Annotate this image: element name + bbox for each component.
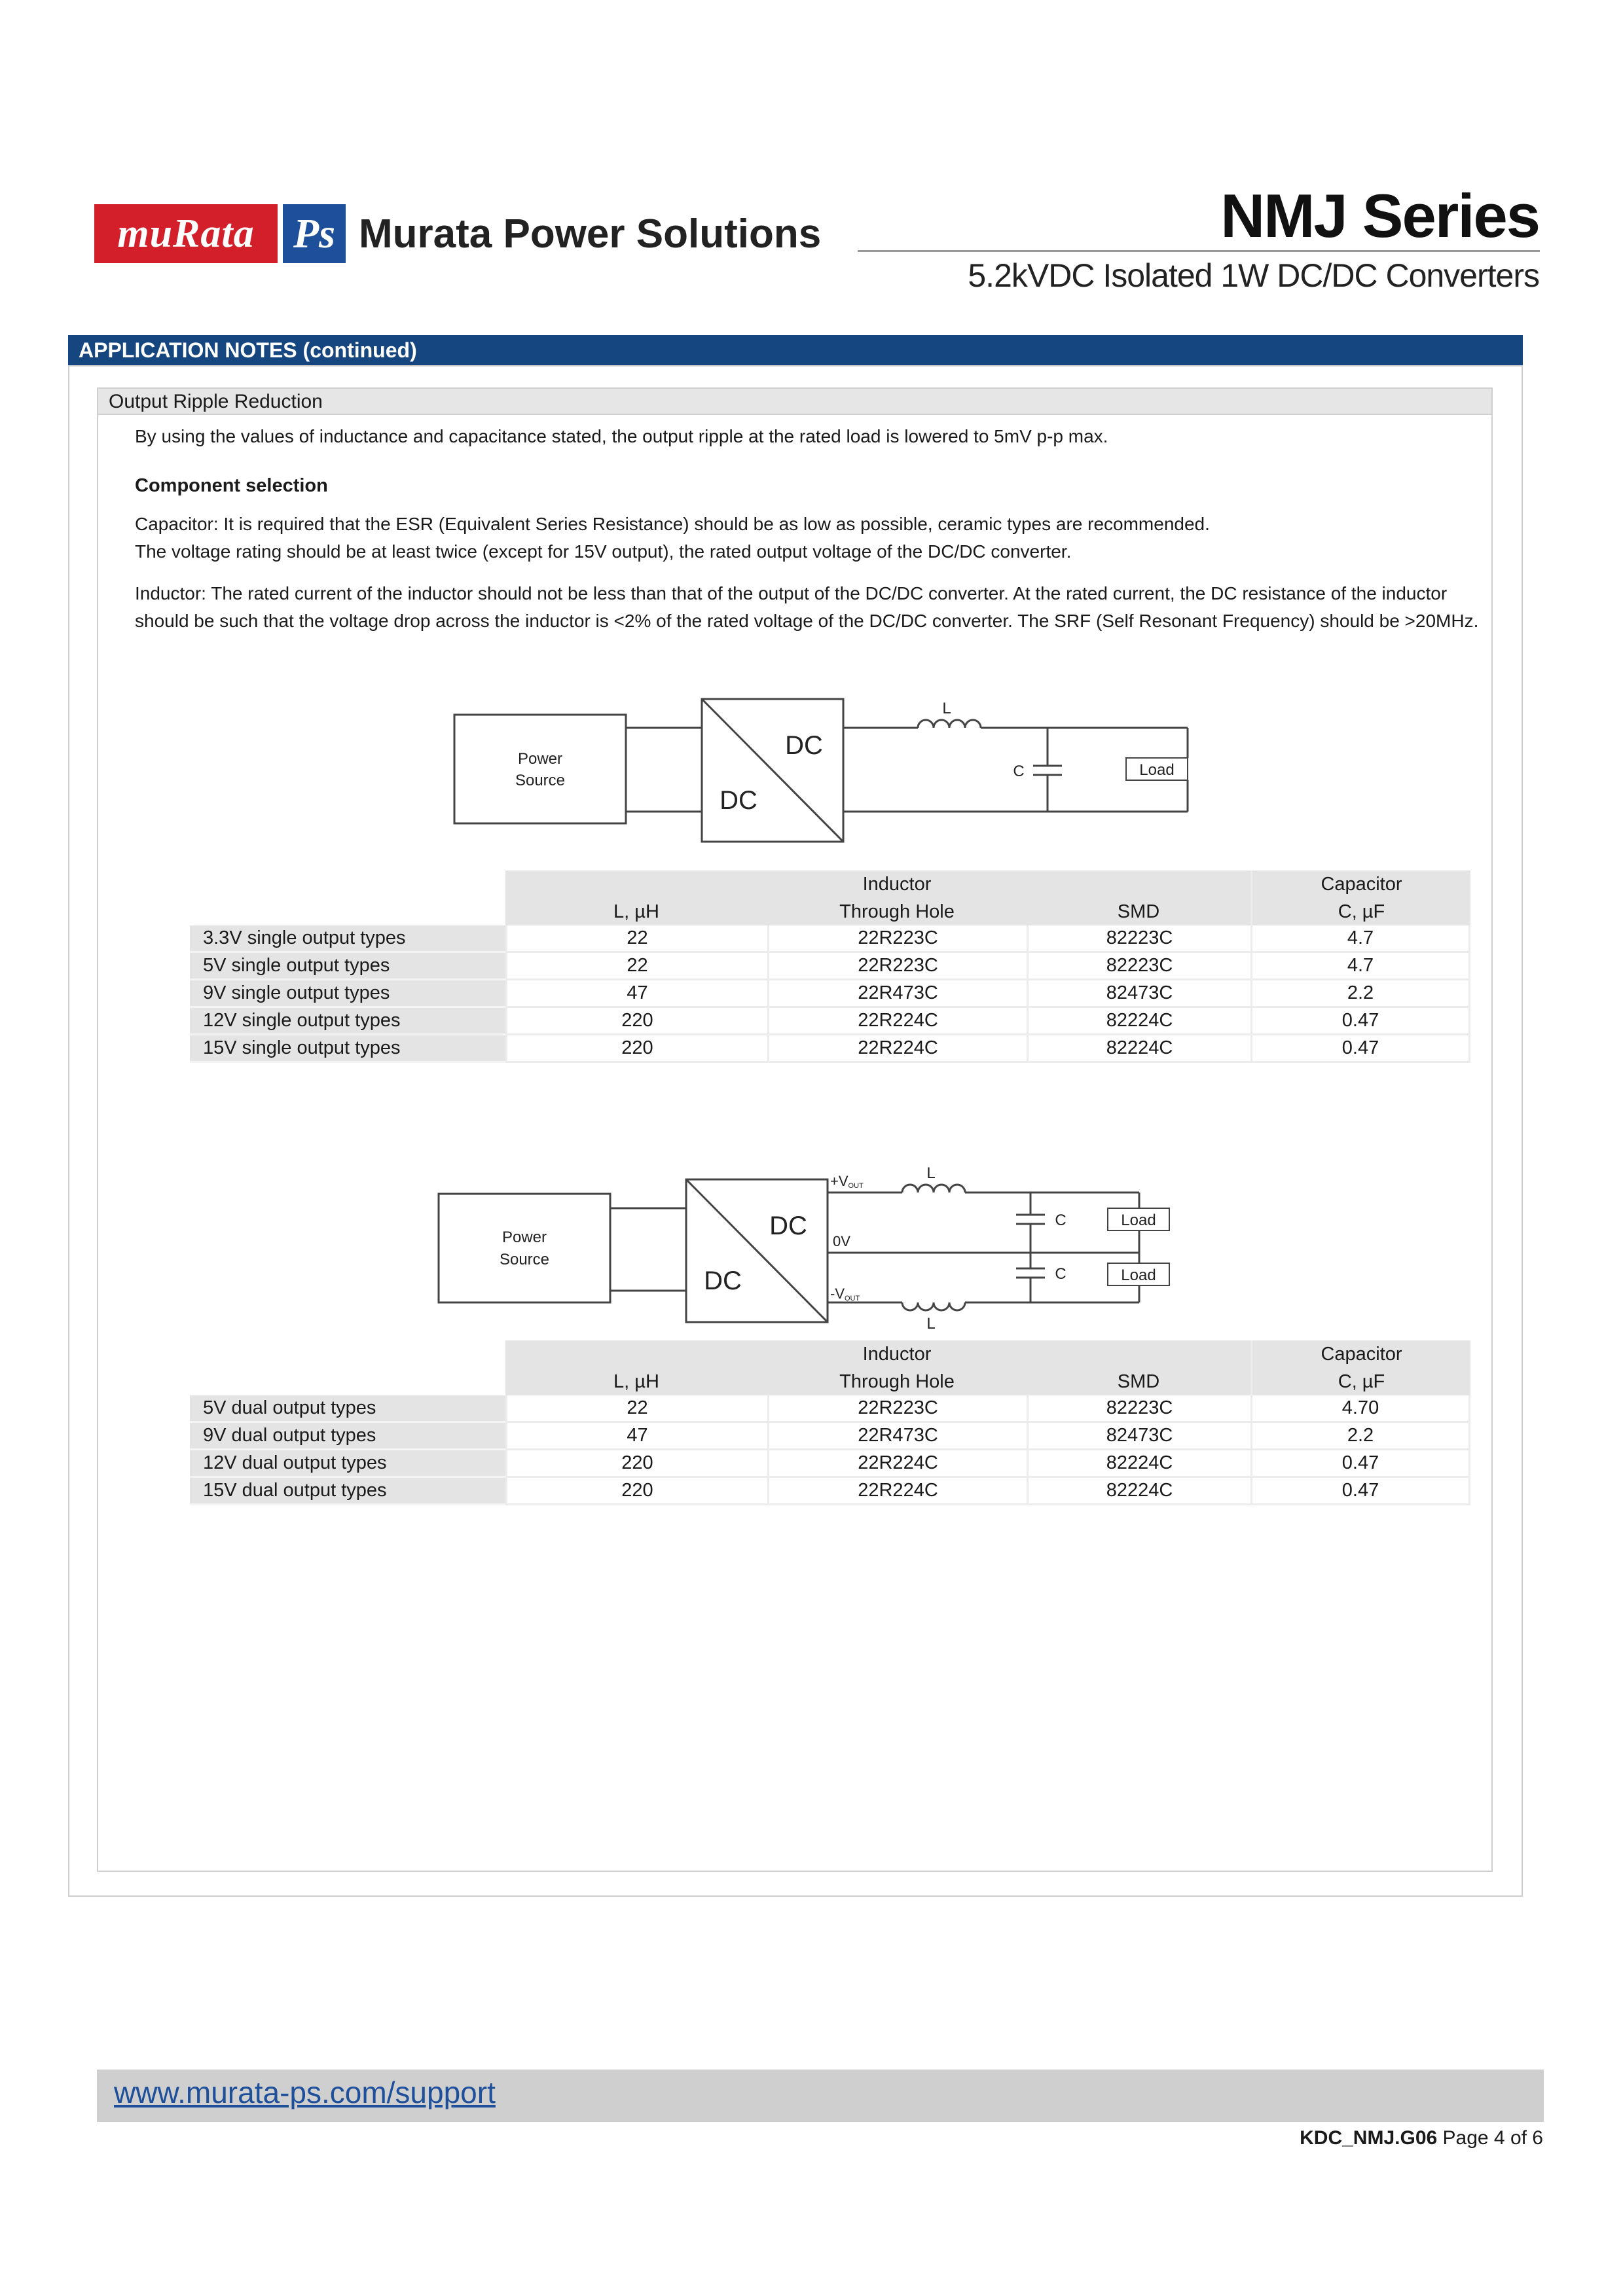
load-label: Load — [1139, 761, 1175, 779]
through-hole-part: 22R473C — [767, 980, 1027, 1008]
dc-output-label: DC — [785, 731, 823, 760]
subsection-title: Output Ripple Reduction — [98, 389, 1491, 415]
inductance-column-header: L, µH — [505, 898, 767, 925]
capacitance-column-header: C, µF — [1250, 898, 1470, 925]
capacitor-paragraph-line1: Capacitor: It is required that the ESR (Equivalent Series Resistance) should be as low as possible, ceramic types are recommended. — [135, 514, 1210, 534]
inductor-header: Inductor — [767, 870, 1027, 898]
row-label: 9V dual output types — [190, 1423, 505, 1450]
smd-part: 82223C — [1027, 953, 1250, 980]
inductance-value: 22 — [505, 925, 767, 953]
inductor-paragraph: Inductor: The rated current of the inductor should not be less than that of the output of the DC/DC converter. At the rated current, the DC resistance of the inductor should be such that the voltage drop across the inductor is <2% of the rated voltage of the DC/DC converter. The SRF (Self Resonant Frequency) should be >20MHz. — [135, 583, 1479, 631]
inductance-value: 220 — [505, 1478, 767, 1505]
inductance-value: 22 — [505, 953, 767, 980]
document-code: KDC_NMJ.G06 — [1300, 2127, 1438, 2149]
inductance-value: 220 — [505, 1450, 767, 1478]
inductance-value: 220 — [505, 1008, 767, 1035]
capacitance-value: 4.70 — [1250, 1395, 1470, 1423]
capacitor-paragraph-line2: The voltage rating should be at least twice (except for 15V output), the rated output voltage of the DC/DC converter. — [135, 541, 1072, 562]
through-hole-part: 22R224C — [767, 1008, 1027, 1035]
section-title: APPLICATION NOTES (continued) — [68, 335, 1523, 365]
smd-part: 82224C — [1027, 1008, 1250, 1035]
capacitance-value: 0.47 — [1250, 1478, 1470, 1505]
inductance-column-header: L, µH — [505, 1368, 767, 1395]
through-hole-column-header: Through Hole — [767, 1368, 1027, 1395]
ps-logo-mark: Ps — [283, 204, 346, 263]
power-source-box — [439, 1194, 610, 1302]
row-label: 5V dual output types — [190, 1395, 505, 1423]
smd-part: 82473C — [1027, 1423, 1250, 1450]
page-reference — [1300, 2127, 1543, 2149]
support-link[interactable]: www.murata-ps.com/support — [114, 2075, 496, 2109]
through-hole-part: 22R224C — [767, 1478, 1027, 1505]
smd-part: 82224C — [1027, 1035, 1250, 1063]
inductor-header: Inductor — [767, 1340, 1027, 1368]
intro-paragraph: By using the values of inductance and capacitance stated, the output ripple at the rated load is lowered to 5mV p-p max. — [135, 426, 1108, 446]
inductor-top-label: L — [926, 1164, 936, 1182]
dc-output-label: DC — [769, 1211, 807, 1240]
row-label: 15V single output types — [190, 1035, 505, 1063]
row-label: 15V dual output types — [190, 1478, 505, 1505]
through-hole-part: 22R223C — [767, 925, 1027, 953]
capacitance-value: 0.47 — [1250, 1450, 1470, 1478]
inductance-value: 47 — [505, 980, 767, 1008]
power-source-label-2: Source — [499, 1251, 550, 1268]
capacitance-column-header: C, µF — [1250, 1368, 1470, 1395]
inductor-label: L — [942, 700, 951, 717]
inductor-bottom-label: L — [926, 1315, 936, 1333]
dual-output-component-table — [190, 1340, 1470, 1505]
series-title: NMJ Series — [1220, 181, 1539, 250]
dc-input-label: DC — [720, 786, 757, 815]
table-row — [190, 1395, 1470, 1423]
capacitance-value: 0.47 — [1250, 1035, 1470, 1063]
smd-part: 82224C — [1027, 1450, 1250, 1478]
inductance-value: 22 — [505, 1395, 767, 1423]
through-hole-part: 22R224C — [767, 1450, 1027, 1478]
row-label: 9V single output types — [190, 980, 505, 1008]
through-hole-part: 22R473C — [767, 1423, 1027, 1450]
capacitor-top-label: C — [1055, 1211, 1067, 1229]
power-source-label: Power — [517, 750, 563, 768]
power-source-label-2: Source — [515, 772, 566, 789]
smd-part: 82473C — [1027, 980, 1250, 1008]
through-hole-part: 22R224C — [767, 1035, 1027, 1063]
table-row — [190, 1450, 1470, 1478]
capacitance-value: 0.47 — [1250, 1008, 1470, 1035]
row-label: 12V dual output types — [190, 1450, 505, 1478]
load-top-label: Load — [1121, 1211, 1156, 1229]
smd-column-header: SMD — [1027, 1368, 1250, 1395]
row-label: 5V single output types — [190, 953, 505, 980]
capacitance-value: 4.7 — [1250, 925, 1470, 953]
table-row — [190, 1423, 1470, 1450]
vout-minus-label: -VOUT — [830, 1285, 860, 1302]
murata-logo-mark: muRata — [94, 204, 278, 263]
through-hole-part: 22R223C — [767, 1395, 1027, 1423]
inductor-l-bottom-symbol — [902, 1302, 965, 1310]
through-hole-column-header: Through Hole — [767, 898, 1027, 925]
inductor-l-top-symbol — [902, 1185, 965, 1193]
inductance-value: 220 — [505, 1035, 767, 1063]
row-label: 3.3V single output types — [190, 925, 505, 953]
zero-volt-label: 0V — [833, 1233, 850, 1249]
inductance-value: 47 — [505, 1423, 767, 1450]
through-hole-part: 22R223C — [767, 953, 1027, 980]
capacitance-value: 4.7 — [1250, 953, 1470, 980]
component-selection-heading: Component selection — [135, 475, 328, 496]
smd-part: 82223C — [1027, 925, 1250, 953]
page-number: Page 4 of 6 — [1442, 2127, 1543, 2149]
power-source-label: Power — [501, 1229, 547, 1246]
company-name: Murata Power Solutions — [359, 211, 822, 257]
load-bottom-label: Load — [1121, 1266, 1156, 1284]
capacitor-label: C — [1013, 762, 1025, 780]
dc-input-label: DC — [704, 1266, 742, 1295]
smd-part: 82224C — [1027, 1478, 1250, 1505]
table-row — [190, 1478, 1470, 1505]
capacitance-value: 2.2 — [1250, 1423, 1470, 1450]
capacitor-header: Capacitor — [1250, 870, 1470, 898]
smd-column-header: SMD — [1027, 898, 1250, 925]
row-label: 12V single output types — [190, 1008, 505, 1035]
vout-plus-label: +VOUT — [830, 1173, 864, 1190]
capacitor-bottom-label: C — [1055, 1265, 1067, 1283]
capacitance-value: 2.2 — [1250, 980, 1470, 1008]
smd-part: 82223C — [1027, 1395, 1250, 1423]
capacitor-header: Capacitor — [1250, 1340, 1470, 1368]
series-subtitle: 5.2kVDC Isolated 1W DC/DC Converters — [968, 257, 1539, 294]
